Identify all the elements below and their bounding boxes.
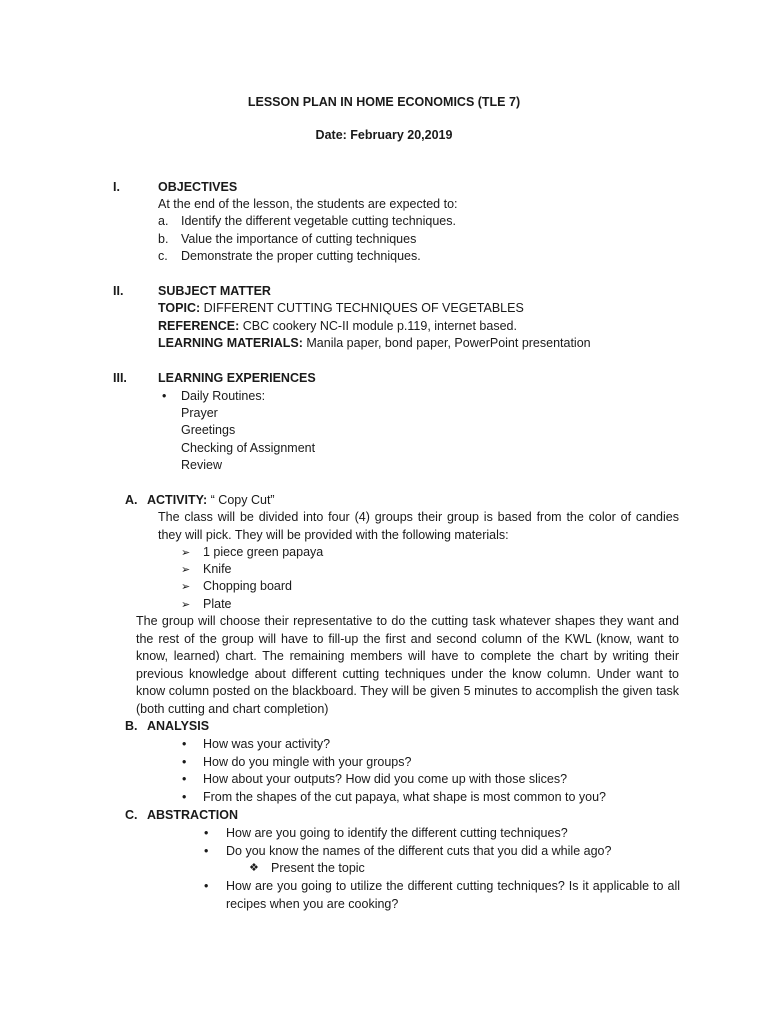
abstraction-question: How are you going to utilize the different cutting techniques? Is it applicable to all recipes when you are cooking? [226,879,680,911]
abstraction-bullet: • [204,844,209,858]
activity-paragraph-1: The class will be divided into four (4) groups their group is based from the color of candies they will pick. They will be provided with the following materials: [158,510,679,542]
objective-marker: a. [158,214,169,228]
activity-label: ACTIVITY: [147,493,208,507]
topic-value: DIFFERENT CUTTING TECHNIQUES OF VEGETABLES [203,301,524,315]
arrow-icon: ➢ [181,547,191,559]
objective-marker: b. [158,232,169,246]
abstraction-marker: C. [125,808,138,822]
materials-label: LEARNING MATERIALS: [158,336,303,350]
material-item: 1 piece green papaya [203,545,324,559]
material-item: Plate [203,597,232,611]
reference-label: REFERENCE: [158,319,240,333]
abstraction-heading: ABSTRACTION [147,808,238,822]
activity-heading [147,492,275,509]
subject-matter-heading: SUBJECT MATTER [158,284,271,298]
document-date: Date: February 20,2019 [315,128,453,142]
objective-item: Value the importance of cutting techniques [181,232,417,246]
objective-item: Identify the different vegetable cutting techniques. [181,214,456,228]
materials-value: Manila paper, bond paper, PowerPoint presentation [306,336,591,350]
routines-bullet: • [162,389,167,403]
activity-name: “ Copy Cut” [210,493,275,507]
analysis-bullet: • [182,737,187,751]
objectives-intro: At the end of the lesson, the students are expected to: [158,197,458,211]
materials-line [158,335,591,352]
subject-matter-numeral: II. [113,284,124,298]
material-item: Chopping board [203,579,292,593]
abstraction-bullet: • [204,879,209,893]
arrow-icon: ➢ [181,581,191,593]
material-item: Knife [203,562,232,576]
topic-line [158,300,524,317]
reference-line [158,318,517,335]
routines-label: Daily Routines: [181,389,266,403]
analysis-bullet: • [182,772,187,786]
activity-marker: A. [125,493,138,507]
routine-item: Review [181,458,222,472]
objective-item: Demonstrate the proper cutting techniques. [181,249,421,263]
routine-item: Checking of Assignment [181,441,316,455]
reference-value: CBC cookery NC-II module p.119, internet based. [242,319,517,333]
analysis-bullet: • [182,755,187,769]
arrow-icon: ➢ [181,564,191,576]
abstraction-question: Do you know the names of the different cuts that you did a while ago? [226,844,612,858]
abstraction-question: How are you going to identify the different cutting techniques? [226,826,568,840]
analysis-marker: B. [125,719,138,733]
routine-item: Prayer [181,406,218,420]
analysis-question: How do you mingle with your groups? [203,755,412,769]
analysis-question: How about your outputs? How did you come up with those slices? [203,772,568,786]
objective-marker: c. [158,249,168,263]
topic-label: TOPIC: [158,301,201,315]
activity-paragraph-2: The group will choose their representative to do the cutting task whatever shapes they want and the rest of the group will have to fill-up the first and second column of the KWL (know, want to know, learned) chart. The remaining members will have to complete the chart by writing their previous knowledge about different cutting techniques under the know column. Under want to know column posted on the blackboard. They will be given 5 minutes to accomplish the given task (both cutting and chart completion) [136,614,679,716]
analysis-heading: ANALYSIS [147,719,210,733]
analysis-question: From the shapes of the cut papaya, what shape is most common to you? [203,790,606,804]
abstraction-bullet: • [204,826,209,840]
arrow-icon: ➢ [181,599,191,611]
analysis-bullet: • [182,790,187,804]
analysis-question: How was your activity? [203,737,331,751]
diamond-icon: ❖ [249,862,259,874]
learning-experiences-heading: LEARNING EXPERIENCES [158,371,316,385]
abstraction-subitem: Present the topic [271,861,365,875]
document-title: LESSON PLAN IN HOME ECONOMICS (TLE 7) [247,95,521,109]
routine-item: Greetings [181,423,236,437]
objectives-numeral: I. [113,180,120,194]
learning-experiences-numeral: III. [113,371,127,385]
objectives-heading: OBJECTIVES [158,180,238,194]
